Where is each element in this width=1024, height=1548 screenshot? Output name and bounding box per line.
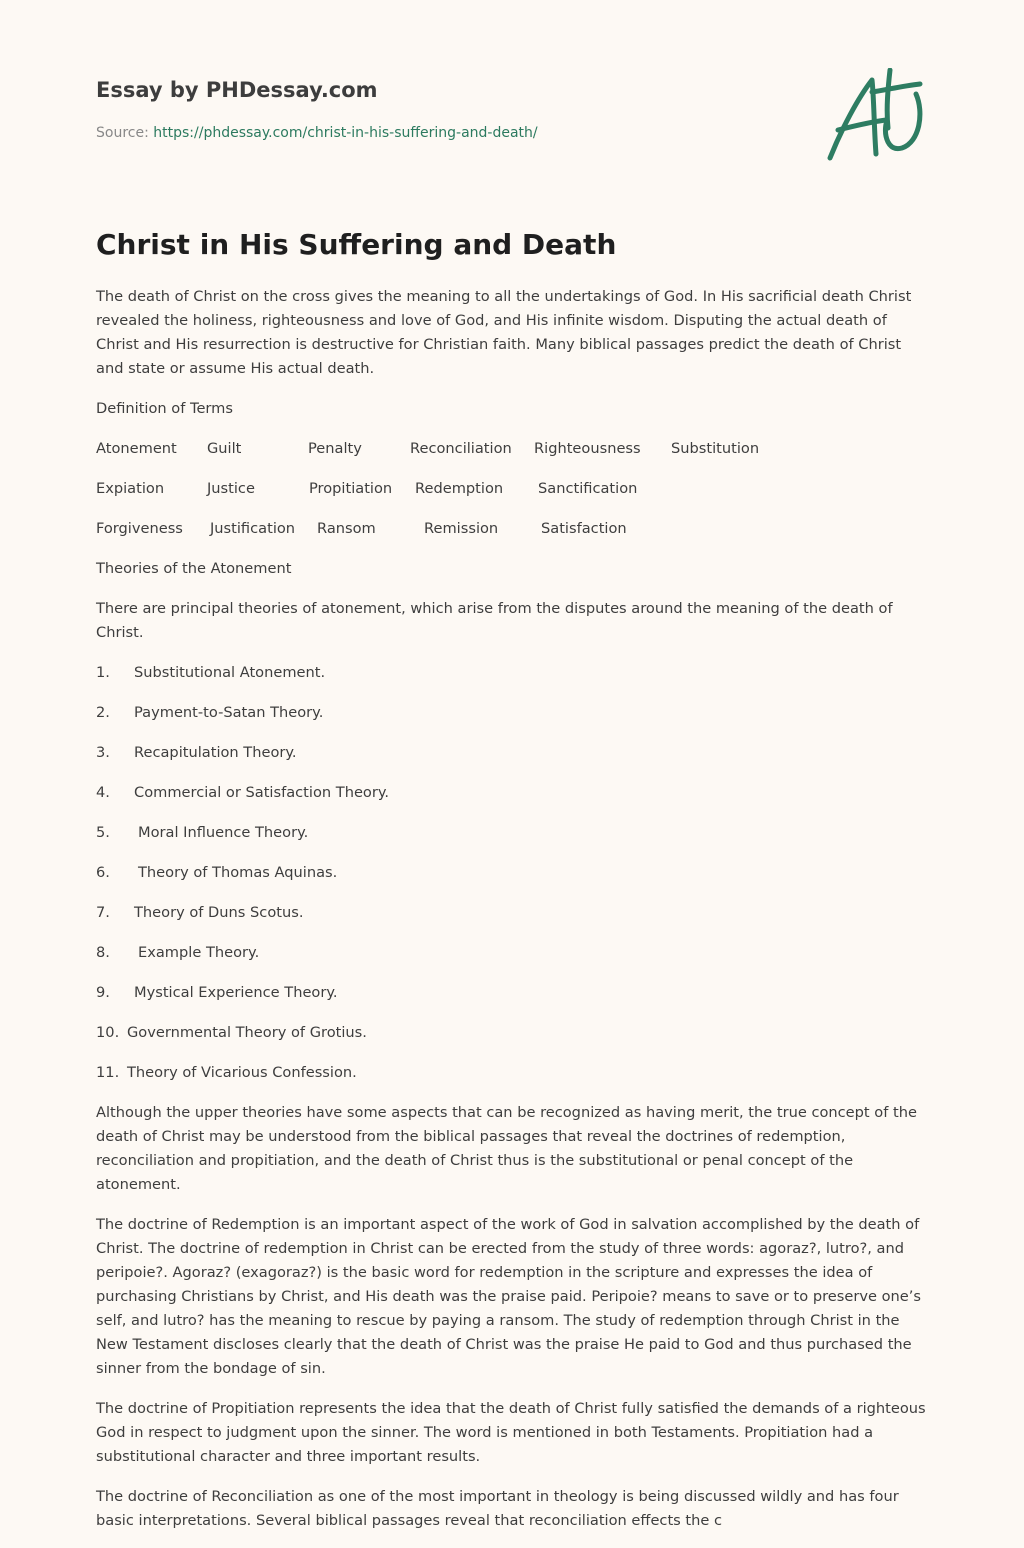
term: Justification: [210, 520, 296, 537]
theories-intro: There are principal theories of atonement, which arise from the disputes around the meaning of the death of Christ.: [96, 600, 893, 641]
list-number: 1.: [96, 664, 110, 681]
terms-row: [96, 517, 930, 541]
list-item: [96, 981, 930, 1005]
body-paragraph: The doctrine of Propitiation represents the idea that the death of Christ fully satisfied the demands of a righteous God in respect to judgment upon the sinner. The word is mentioned in both Testaments. Propitiation had a substitutional character and three important results.: [96, 1400, 926, 1465]
list-number: 6.: [96, 864, 110, 881]
term: Justice: [207, 480, 255, 497]
term: Sanctification: [538, 480, 638, 497]
term: Substitution: [671, 440, 760, 457]
term: Redemption: [415, 480, 504, 497]
list-text: Mystical Experience Theory.: [134, 984, 338, 1001]
list-item: [96, 781, 930, 805]
list-text: Moral Influence Theory.: [138, 824, 309, 841]
list-number: 2.: [96, 704, 110, 721]
article: [96, 226, 930, 1533]
term: Guilt: [207, 440, 242, 457]
list-item: [96, 901, 930, 925]
terms-heading: Definition of Terms: [96, 400, 233, 417]
terms-row: [96, 477, 930, 501]
list-number: 4.: [96, 784, 110, 801]
a-plus-logo-icon: [824, 68, 928, 164]
term: Righteousness: [534, 440, 641, 457]
page-title: Christ in His Suffering and Death: [96, 228, 617, 261]
term: Penalty: [308, 440, 362, 457]
list-text: Payment-to-Satan Theory.: [134, 704, 324, 721]
list-number: 7.: [96, 904, 110, 921]
body-paragraph: The doctrine of Reconciliation as one of the most important in theology is being discussed wildly and has four basic interpretations. Several biblical passages reveal that reconciliation effects the c: [96, 1488, 899, 1529]
terms-row: [96, 437, 930, 461]
list-item: [96, 661, 930, 685]
list-item: [96, 701, 930, 725]
list-text: Substitutional Atonement.: [134, 664, 326, 681]
source-label: Source:: [96, 125, 154, 141]
body-paragraph: Although the upper theories have some aspects that can be recognized as having merit, the true concept of the death of Christ may be understood from the biblical passages that reveal the doctrines of redemption, reconciliation and propitiation, and the death of Christ thus is the substitutional or penal concept of the atonement.: [96, 1104, 917, 1193]
body-paragraph: The doctrine of Redemption is an important aspect of the work of God in salvation accomplished by the death of Christ. The doctrine of redemption in Christ can be erected from the study of three words: agoraz?, lutro?, and peripoie?. Agoraz? (exagoraz?) is the basic word for redemption in the scripture and expresses the idea of purchasing Christians by Christ, and His death was the praise paid. Peripoie? means to save or to preserve one’s self, and lutro? has the meaning to rescue by paying a ransom. The study of redemption through Christ in the New Testament discloses clearly that the death of Christ was the praise He paid to God and thus purchased the sinner from the bondage of sin.: [96, 1216, 921, 1377]
term: Satisfaction: [541, 520, 627, 537]
list-number: 9.: [96, 984, 110, 1001]
list-number: 5.: [96, 824, 110, 841]
term: Atonement: [96, 440, 177, 457]
brand-title: Essay by PHDessay.com: [96, 78, 378, 102]
source-line: [96, 125, 538, 141]
list-item: [96, 1021, 930, 1045]
list-text: Example Theory.: [138, 944, 260, 961]
theories-heading: Theories of the Atonement: [96, 560, 292, 577]
list-text: Theory of Thomas Aquinas.: [138, 864, 338, 881]
essay-header: [96, 74, 936, 174]
list-text: Governmental Theory of Grotius.: [127, 1024, 367, 1041]
list-text: Recapitulation Theory.: [134, 744, 297, 761]
term: Ransom: [317, 520, 376, 537]
term: Forgiveness: [96, 520, 183, 537]
source-link[interactable]: https://phdessay.com/christ-in-his-suffering-and-death/: [153, 125, 538, 141]
list-number: 8.: [96, 944, 110, 961]
list-item: [96, 861, 930, 885]
list-item: [96, 1061, 930, 1085]
term: Expiation: [96, 480, 165, 497]
term: Reconciliation: [410, 440, 512, 457]
list-item: [96, 821, 930, 845]
list-number: 11.: [96, 1064, 120, 1081]
list-text: Theory of Vicarious Confession.: [127, 1064, 357, 1081]
term: Remission: [424, 520, 499, 537]
list-item: [96, 741, 930, 765]
intro-paragraph: The death of Christ on the cross gives the meaning to all the undertakings of God. In His sacrificial death Christ revealed the holiness, righteousness and love of God, and His infinite wisdom. Disputing the actual death of Christ and His resurrection is destructive for Christian faith. Many biblical passages predict the death of Christ and state or assume His actual death.: [96, 288, 912, 377]
term: Propitiation: [309, 480, 393, 497]
list-number: 10.: [96, 1024, 120, 1041]
list-text: Theory of Duns Scotus.: [134, 904, 304, 921]
list-text: Commercial or Satisfaction Theory.: [134, 784, 390, 801]
list-item: [96, 941, 930, 965]
list-number: 3.: [96, 744, 110, 761]
